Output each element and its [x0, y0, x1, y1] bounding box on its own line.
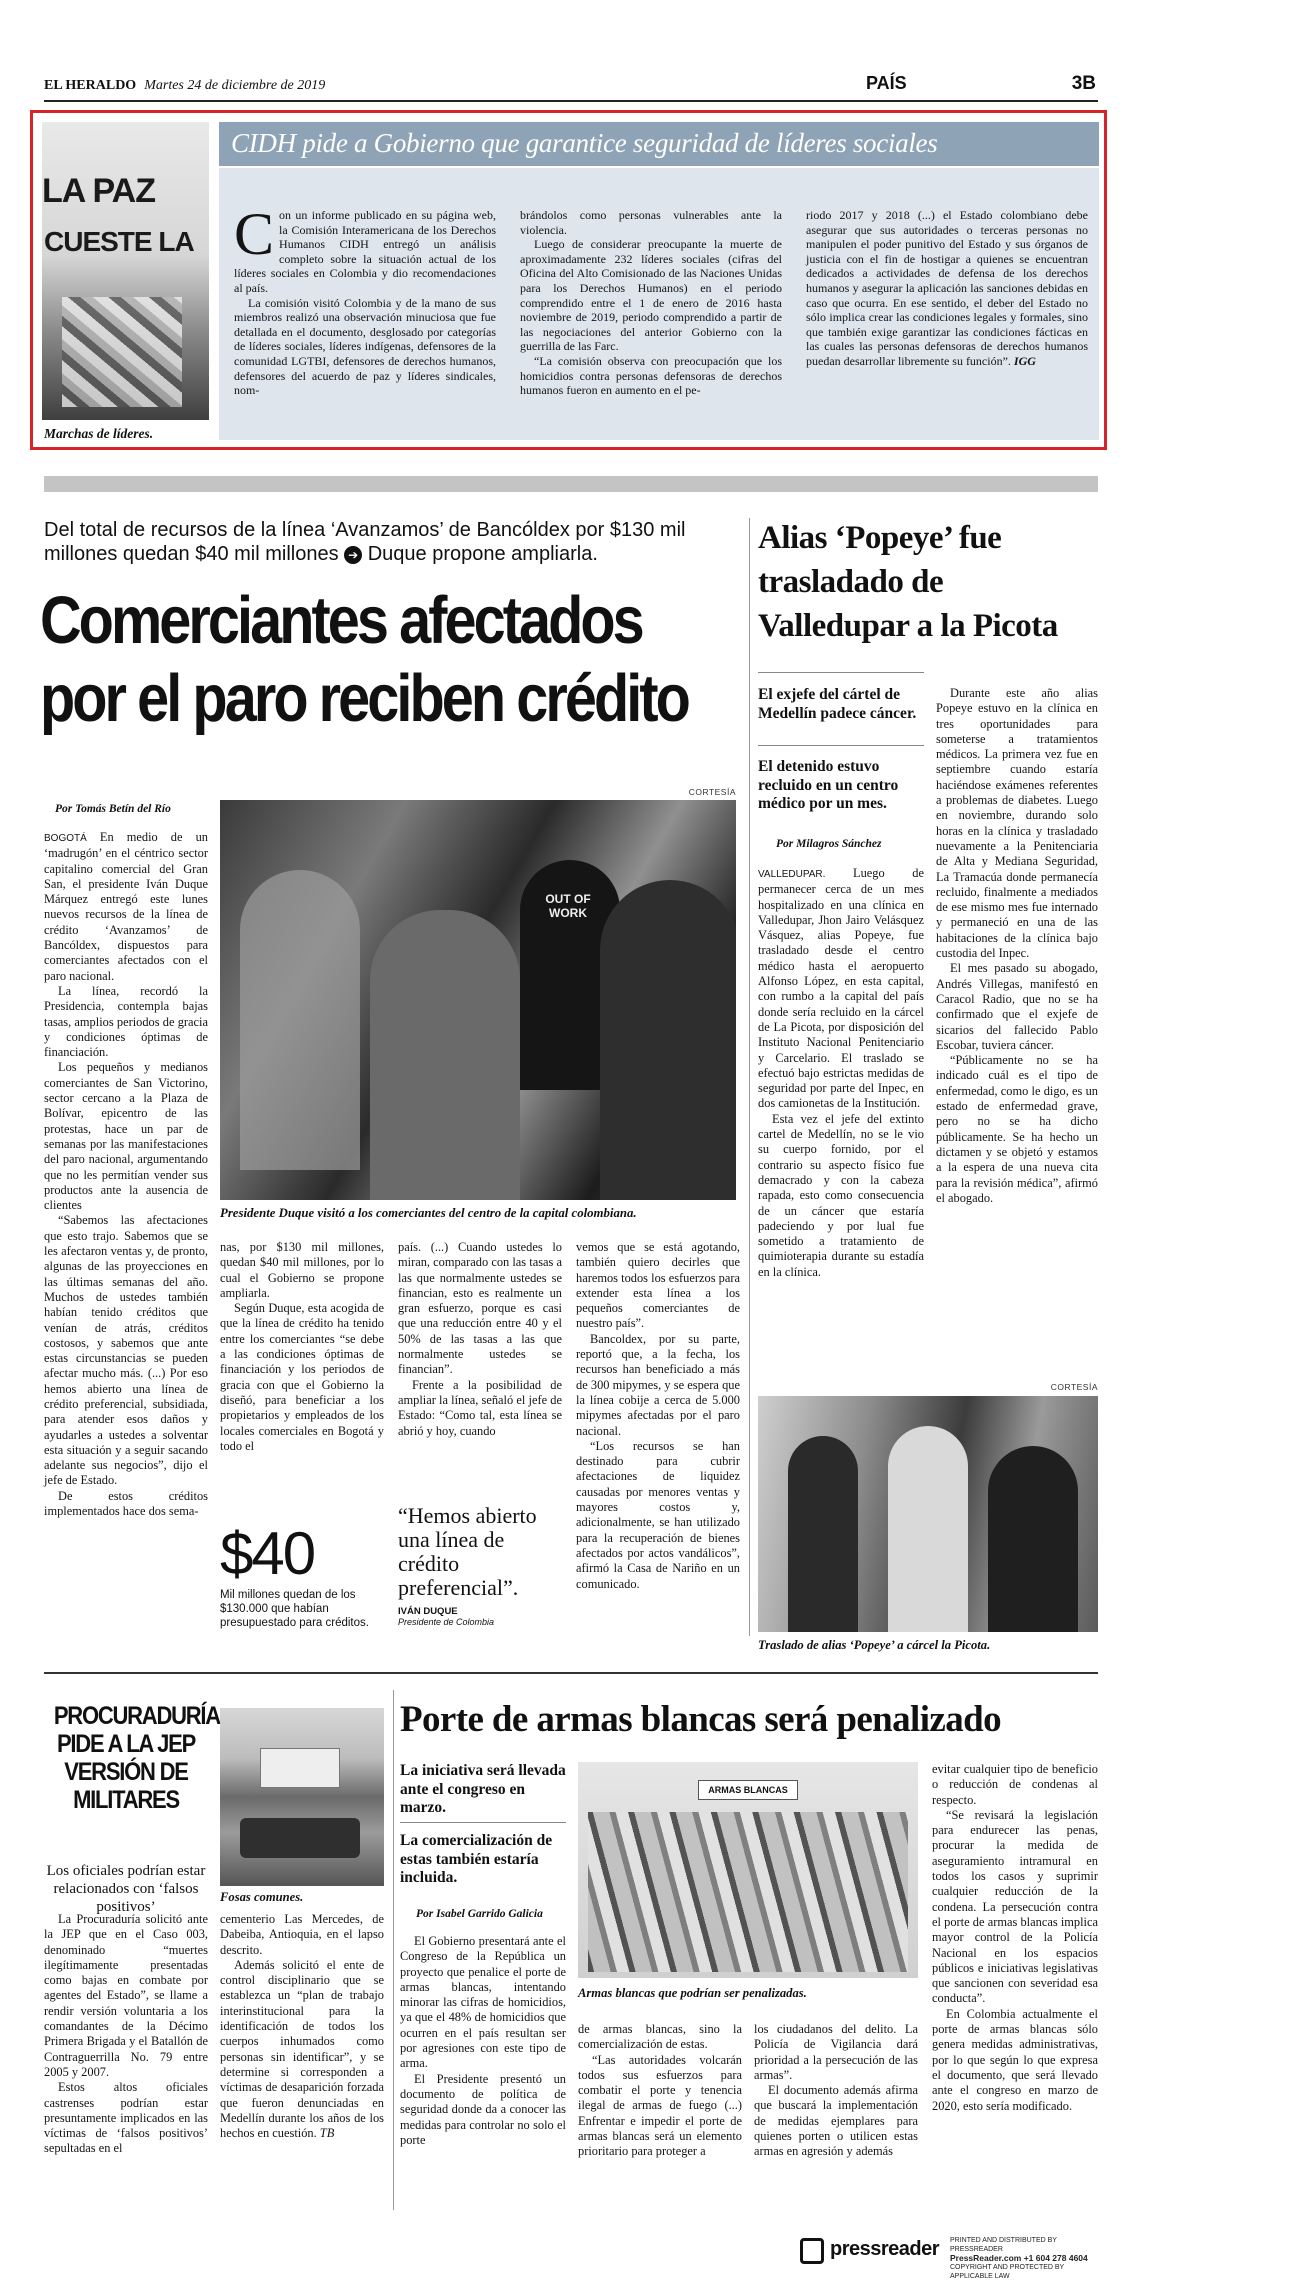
- guard-figure: [788, 1436, 858, 1632]
- comerciantes-byline: Por Tomás Betín del Río: [55, 803, 171, 815]
- article-paragraph: “Las autoridades volcarán todos sus esfuerzos para combatir el porte y tenencia ilegal de armas de fuego (...) Enfrentar e impedir el porte de armas blancas será un elemento prioritario para proteger a: [578, 2052, 742, 2159]
- procuraduria-deck: Los oficiales podrían estar relacionados con ‘falsos positivos’: [46, 1863, 206, 1915]
- guard-figure: [988, 1446, 1078, 1632]
- cidh-protest-photo: [42, 122, 209, 420]
- armas-byline: Por Isabel Garrido Galicia: [416, 1908, 543, 1920]
- article-paragraph: Frente a la posibilidad de ampliar la línea, señaló el jefe de Estado: “Como tal, esta línea se abrió y hoy, cuando: [398, 1377, 562, 1438]
- cidh-paragraph: brándolos como personas vulnerables ante la violencia.: [520, 208, 782, 237]
- popeye-rule: [758, 745, 924, 746]
- comerciantes-headline: Comerciantes afectados por el paro reciben crédito: [40, 583, 688, 736]
- armas-headline: Porte de armas blancas será penalizado: [400, 1699, 1001, 1740]
- article-paragraph: país. (...) Cuando ustedes lo miran, comparado con las tasas a las que normalmente ustedes se financian, esto es realmente un gran esfuerzo, porque es casi que una reducción entre 40 y el 50% de las tasas a las que normalmente ustedes se financian”.: [398, 1240, 562, 1377]
- section-rule: [44, 1672, 1098, 1674]
- armas-deck-2: La comercialización de estas también estaría incluida.: [400, 1832, 553, 1886]
- section-separator-bar: [44, 476, 1098, 492]
- article-paragraph: Durante este año alias Popeye estuvo en la clínica en tres oportunidades para someterse a tratamientos médicos. La primera vez fue en septiembre cuando estaría haciéndose exámenes referentes a problemas de diabetes. Luego en noviembre, durando solo horas en la clínica y trasladado nuevamente a la Penitenciaria de Alta y Mediana Seguridad, La Tramacúa donde permanecía recluido, finalmente a mediados de ese mismo mes fue internado y permaneció en una de las habitaciones de la clínica bajo custodia del Inpec.: [936, 686, 1098, 961]
- armas-column-1: [400, 1934, 566, 2148]
- merchant-figure: [370, 910, 520, 1200]
- quote-text: “Hemos abierto una línea de crédito preferencial”.: [398, 1503, 537, 1600]
- comerciantes-column-2: [220, 1240, 384, 1454]
- armas-rule: [400, 1822, 566, 1823]
- article-paragraph: El documento además afirma que buscará la implementación de medidas ejemplares para quienes porten o utilicen estas armas en agresión y además: [754, 2083, 918, 2159]
- cidh-column-1: [234, 201, 496, 398]
- header-rule: [44, 100, 1098, 102]
- article-paragraph: vemos que se está agotando, también quiero decirles que haremos todos los esfuerzos para extender esta línea a los pequeños comerciantes de nuestro país”.: [576, 1240, 740, 1331]
- weapons-photo: [578, 1762, 918, 1978]
- mass-graves-photo: [220, 1708, 384, 1886]
- knife-collection: [588, 1812, 908, 1972]
- cidh-paragraph: “La comisión observa con preocupación que los homicidios contra personas defensoras de derechos humanos fueron en aumento en el pe-: [520, 353, 782, 398]
- cidh-title-banner: [219, 122, 1099, 168]
- worker-tent: [260, 1748, 340, 1788]
- page-header: [44, 73, 1098, 100]
- cidh-paragraph: Con un informe publicado en su página web, la Comisión Interamericana de los Derechos Humanos CIDH entregó un análisis completo sobre la situación actual de los líderes sociales en Colombia y dio recomendaciones al país.: [234, 201, 496, 295]
- armas-deck-1: La iniciativa será llevada ante el congreso en marzo.: [400, 1762, 566, 1816]
- comerciantes-column-4: [576, 1240, 740, 1592]
- article-paragraph: cementerio Las Mercedes, de Dabeiba, Antioquia, en el lapso descrito.: [220, 1912, 384, 1957]
- stat-callout: [220, 1520, 384, 1630]
- article-paragraph: El Gobierno presentará ante el Congreso de la República un proyecto que penalice el porte de armas blancas, intentando minorar las cifras de homicidios, ya que el 48% de homicidios que ocurren en el país resultan ser por agresiones con este tipo de arma.: [400, 1934, 566, 2071]
- pressreader-footer: [800, 2234, 1098, 2280]
- merchant-figure: [240, 870, 360, 1170]
- column-divider: [749, 518, 750, 1636]
- pressreader-logo: pressreader: [830, 2238, 940, 2260]
- popeye-column-1: [758, 866, 924, 1280]
- stat-description: Mil millones quedan de los $130.000 que habían presupuestado para créditos.: [220, 1589, 369, 1629]
- comerciantes-kicker: Del total de recursos de la línea ‘Avanzamos’ de Bancóldex por $130 mil millones quedan $40 mil millones ➔ Duque propone ampliarla.: [44, 519, 686, 565]
- article-paragraph: “Se revisará la legislación para endurecer las penas, procurar la medida de aseguramiento intramural en todos los casos y suprimir cualquier reducción de la condena. La persecución contra el porte de armas blancas implica mayor control de la Policía Nacional en los espacios públicos e iniciativas legislativas que sancionen con severidad esa conducta”.: [932, 1807, 1098, 2006]
- weapons-caption: Armas blancas que podrían ser penalizadas.: [578, 1986, 807, 2000]
- mass-graves-caption: Fosas comunes.: [220, 1890, 304, 1904]
- popeye-figure: [888, 1426, 968, 1632]
- cidh-headline: CIDH pide a Gobierno que garantice seguridad de líderes sociales: [231, 128, 938, 158]
- issue-date: Martes 24 de diciembre de 2019: [144, 78, 326, 93]
- pressreader-notice: PRINTED AND DISTRIBUTED BY PRESSREADER PressReader.com +1 604 278 4604 COPYRIGHT AND PROTECTED BY APPLICABLE LAW: [950, 2237, 1088, 2280]
- comerciantes-column-1: [44, 830, 208, 1519]
- article-paragraph: “Los recursos se han destinado para cubrir afectaciones de liquidez causadas por menores ventas y mayores costos y, adicionalmente, se han utilizado para la recuperación de bienes afectados por actos vandálicos”, afirmó la Casa de Nariño en un comunicado.: [576, 1438, 740, 1591]
- popeye-photo-caption: Traslado de alias ‘Popeye’ a cárcel la Picota.: [758, 1638, 991, 1652]
- cidh-column-2: [520, 208, 782, 398]
- protest-sign-text-2: CUESTE LA: [44, 226, 194, 257]
- popeye-byline: Por Milagros Sánchez: [776, 838, 882, 850]
- article-paragraph: de armas blancas, sino la comercialización de estas.: [578, 2022, 742, 2052]
- popeye-transfer-photo: [758, 1396, 1098, 1632]
- cidh-paragraph: riodo 2017 y 2018 (...) el Estado colombiano debe asegurar que sus autoridades o terceras personas no manipulen el poder punitivo del Estado y sus órganos de justicia con el fin de hostigar a quienes se encuentran dedicados a actividades de defensa de los derechos humanos y asegurar la aplicación las sanciones debidas en caso que ocurra. En ese sentido, el deber del Estado no sólo implica crear las condiciones legales y formales, sino que también exige garantizar las condiciones fácticas en las cuales las personas defensoras de derechos humanos puedan desarrollar libremente su función”. IGG: [806, 208, 1088, 368]
- tshirt-print-text: OUT OF WORK: [545, 892, 591, 920]
- article-paragraph: nas, por $130 mil millones, quedan $40 mil millones, por lo cual el Gobierno se propone ampliarla.: [220, 1240, 384, 1300]
- procuraduria-column-2: [220, 1912, 384, 2141]
- pull-quote: [398, 1504, 564, 1627]
- grave-pit: [240, 1818, 360, 1858]
- president-figure: [600, 880, 736, 1200]
- armas-column-4: [932, 1762, 1098, 2114]
- procuraduria-signature: TB: [319, 2126, 335, 2141]
- comerciantes-photo-caption: Presidente Duque visitó a los comerciantes del centro de la capital colombiana.: [220, 1206, 637, 1220]
- page-number: 3B: [1071, 73, 1096, 94]
- article-paragraph: Estos altos oficiales castrenses podrían estar presuntamente implicados en las víctimas de ‘falsos positivos’ sepultadas en el: [44, 2080, 208, 2156]
- duque-merchants-photo: [220, 800, 736, 1200]
- stat-value: $40: [220, 1520, 315, 1587]
- weapons-sign-text: ARMAS BLANCAS: [698, 1780, 798, 1800]
- armas-column-2: [578, 2022, 742, 2160]
- article-paragraph: “Públicamente no se ha indicado cuál es el tipo de enfermedad, como le digo, es un estado de enfermedad grave, pero no se ha dicho públicamente. Se ha hecho un dictamen y se objetó y estamos a la espera de una nueva cita para la revisión médica”, afirmó el abogado.: [936, 1053, 1098, 1205]
- article-paragraph: Los pequeños y medianos comerciantes de San Victorino, sector cercano a la Plaza de Bolívar, epicentro de las protestas, hace un par de semanas por las manifestaciones del paro nacional, argumentando que no les permitían vender sus productos ante la ausencia de clientes: [44, 1060, 208, 1213]
- popeye-deck-1: El exjefe del cártel de Medellín padece cáncer.: [758, 686, 917, 722]
- armas-column-3: [754, 2022, 918, 2160]
- cidh-paragraph: La comisión visitó Colombia y de la mano de sus miembros realizó una observación minuciosa que fue detallada en el documento, desglosado por categorías de líderes sociales, líderes indígenas, defensores de la comunidad LGTBI, defensores de derechos humanos, defensores del acuerdo de paz y líderes sindicales, nom-: [234, 295, 496, 398]
- cidh-column-3: [806, 208, 1088, 369]
- article-paragraph: Además solicitó el ente de control disciplinario que se establezca un “plan de trabajo interinstitucional para la identificación de todos los cuerpos inhumados como personas sin identificar”, y se determine si corresponden a víctimas de desaparición forzada que fueron denunciadas en Medellín durante los años de los hechos en cuestión. TB: [220, 1957, 384, 2141]
- article-paragraph: BOGOTÁ En medio de un ‘madrugón’ en el céntrico sector capitalino comercial del Gran San, el presidente Iván Duque Márquez entregó este lunes nuevos recursos de la línea de crédito ‘Avanzamos’ de Bancóldex, dispuestos para comerciantes afectados con el paro nacional.: [44, 830, 208, 983]
- popeye-photo-credit: CORTESÍA: [1050, 1382, 1098, 1392]
- pressreader-logo-icon: [800, 2238, 824, 2264]
- article-paragraph: Bancoldex, por su parte, reportó que, a la fecha, los recursos han beneficiado a más de 300 mipymes, y se espera que la línea cobije a cerca de 5.000 mipymes afectadas por el paro nacional.: [576, 1331, 740, 1438]
- article-paragraph: El mes pasado su abogado, Andrés Villegas, manifestó en Caracol Radio, que no se ha confirmado que el exjefe de sicarios del fallecido Pablo Escobar, tuviera cáncer.: [936, 961, 1098, 1052]
- article-paragraph: La línea, recordó la Presidencia, contempla bajas tasas, amplios periodos de gracia y condiciones óptimas de financiación.: [44, 983, 208, 1060]
- article-paragraph: En Colombia actualmente el porte de armas blancas sólo genera medidas administrativas, por lo que según lo que expresa el documento, que será llevado ante el congreso en marzo de 2020, esto sería modificado.: [932, 2006, 1098, 2113]
- cidh-photo-caption: Marchas de líderes.: [44, 426, 154, 441]
- cidh-dropcap: C: [234, 201, 275, 267]
- candles-and-flowers: [62, 297, 182, 407]
- protest-sign-text-1: LA PAZ: [42, 172, 155, 210]
- quote-role: Presidente de Colombia: [398, 1617, 495, 1627]
- cidh-signature: IGG: [1013, 353, 1036, 368]
- popeye-deck-2: El detenido estuvo recluido en un centro médico por un mes.: [758, 758, 899, 812]
- procuraduria-headline: PROCURADURÍA PIDE A LA JEP VERSIÓN DE MILITARES: [53, 1702, 220, 1814]
- popeye-headline: Alias ‘Popeye’ fue trasladado de Valledupar a la Picota: [758, 520, 1058, 644]
- article-paragraph: “Sabemos las afectaciones que esto trajo. Sabemos que se les afectaron ventas y, de pronto, algunas de las proyecciones en las últimas semanas del año. Muchos de ustedes también habían tenido créditos que venían de atrás, créditos costosos, y sabemos que ante estas circunstancias se pueden afectar mucho más. (...) Por eso hemos abierto una línea de crédito preferencial, subsidiada, para atender esos daños y ayudarles a ustedes a solventar esta situación y a seguir sacando adelante sus negocios”, dijo el jefe de Estado.: [44, 1213, 208, 1488]
- article-paragraph: Esta vez el jefe del extinto cartel de Medellín, no se le vio su cuerpo fornido, por el contrario su aspecto físico fue demacrado y con la cabeza rapada, esto como consecuencia de un cáncer que estaría padeciendo y por lual fue sometido a tratamiento de quimioterapia durante su estadía en la clínica.: [758, 1111, 924, 1279]
- column-divider: [393, 1690, 394, 2210]
- article-paragraph: Según Duque, esta acogida de que la línea de crédito ha tenido entre los comerciantes “se debe a las condiciones óptimas de financiación y los periodos de gracia con que el Gobierno la diseñó, para beneficiar a los propietarios y empleados de los locales comerciales en Bogotá y todo el: [220, 1301, 384, 1453]
- article-paragraph: los ciudadanos del delito. La Policía de Vigilancia dará prioridad a la persecución de las armas”.: [754, 2022, 918, 2082]
- paper-name: EL HERALDO: [44, 78, 137, 93]
- article-paragraph: evitar cualquier tipo de beneficio o reducción de condenas al respecto.: [932, 1762, 1098, 1807]
- popeye-rule: [758, 672, 924, 673]
- cidh-paragraph: Luego de considerar preocupante la muerte de aproximadamente 232 líderes sociales (cifras del Oficina del Alto Comisionado de las Naciones Unidas para los Derechos Humanos) en el periodo comprendido entre el 1 de enero de 2016 hasta noviembre de 2019, periodo comprendido a partir de las negociaciones del anterior Gobierno con la guerrilla de las Farc.: [520, 237, 782, 354]
- article-paragraph: De estos créditos implementados hace dos sema-: [44, 1488, 208, 1519]
- arrow-right-icon: ➔: [344, 546, 362, 564]
- quote-author: IVÁN DUQUE: [398, 1606, 458, 1617]
- article-paragraph: La Procuraduría solicitó ante la JEP que en el Caso 003, denominado “muertes ilegítimamente presentadas como bajas en combate por agentes del Estado”, se llame a rendir versión voluntaria a los comandantes de la Décimo Primera Brigada y el Batallón de Contraguerrilla No. 79 entre 2005 y 2007.: [44, 1912, 208, 2079]
- popeye-column-2: [936, 686, 1098, 1206]
- comerciantes-column-3: [398, 1240, 562, 1439]
- procuraduria-column-1: [44, 1912, 208, 2157]
- comerciantes-photo-credit: CORTESÍA: [688, 787, 736, 797]
- section-name: PAÍS: [866, 73, 907, 93]
- article-paragraph: VALLEDUPAR. Luego de permanecer cerca de un mes hospitalizado en una clínica en Valledupar, Jhon Jairo Velásquez Vásquez, alias Popeye, fue trasladado desde el centro médico hasta el aeropuerto Alfonso López, en esta capital, con rumbo a la capital del país donde sería recluido en la cárcel de La Picota, por disposición del Instituto Nacional Penitenciario y Carcelario. El traslado se efectuó bajo estrictas medidas de seguridad por parte del Inpec, en dos camionetas de la Institución.: [758, 866, 924, 1111]
- article-paragraph: El Presidente presentó un documento de política de seguridad donde da a conocer las medidas para controlar no solo el porte: [400, 2071, 566, 2147]
